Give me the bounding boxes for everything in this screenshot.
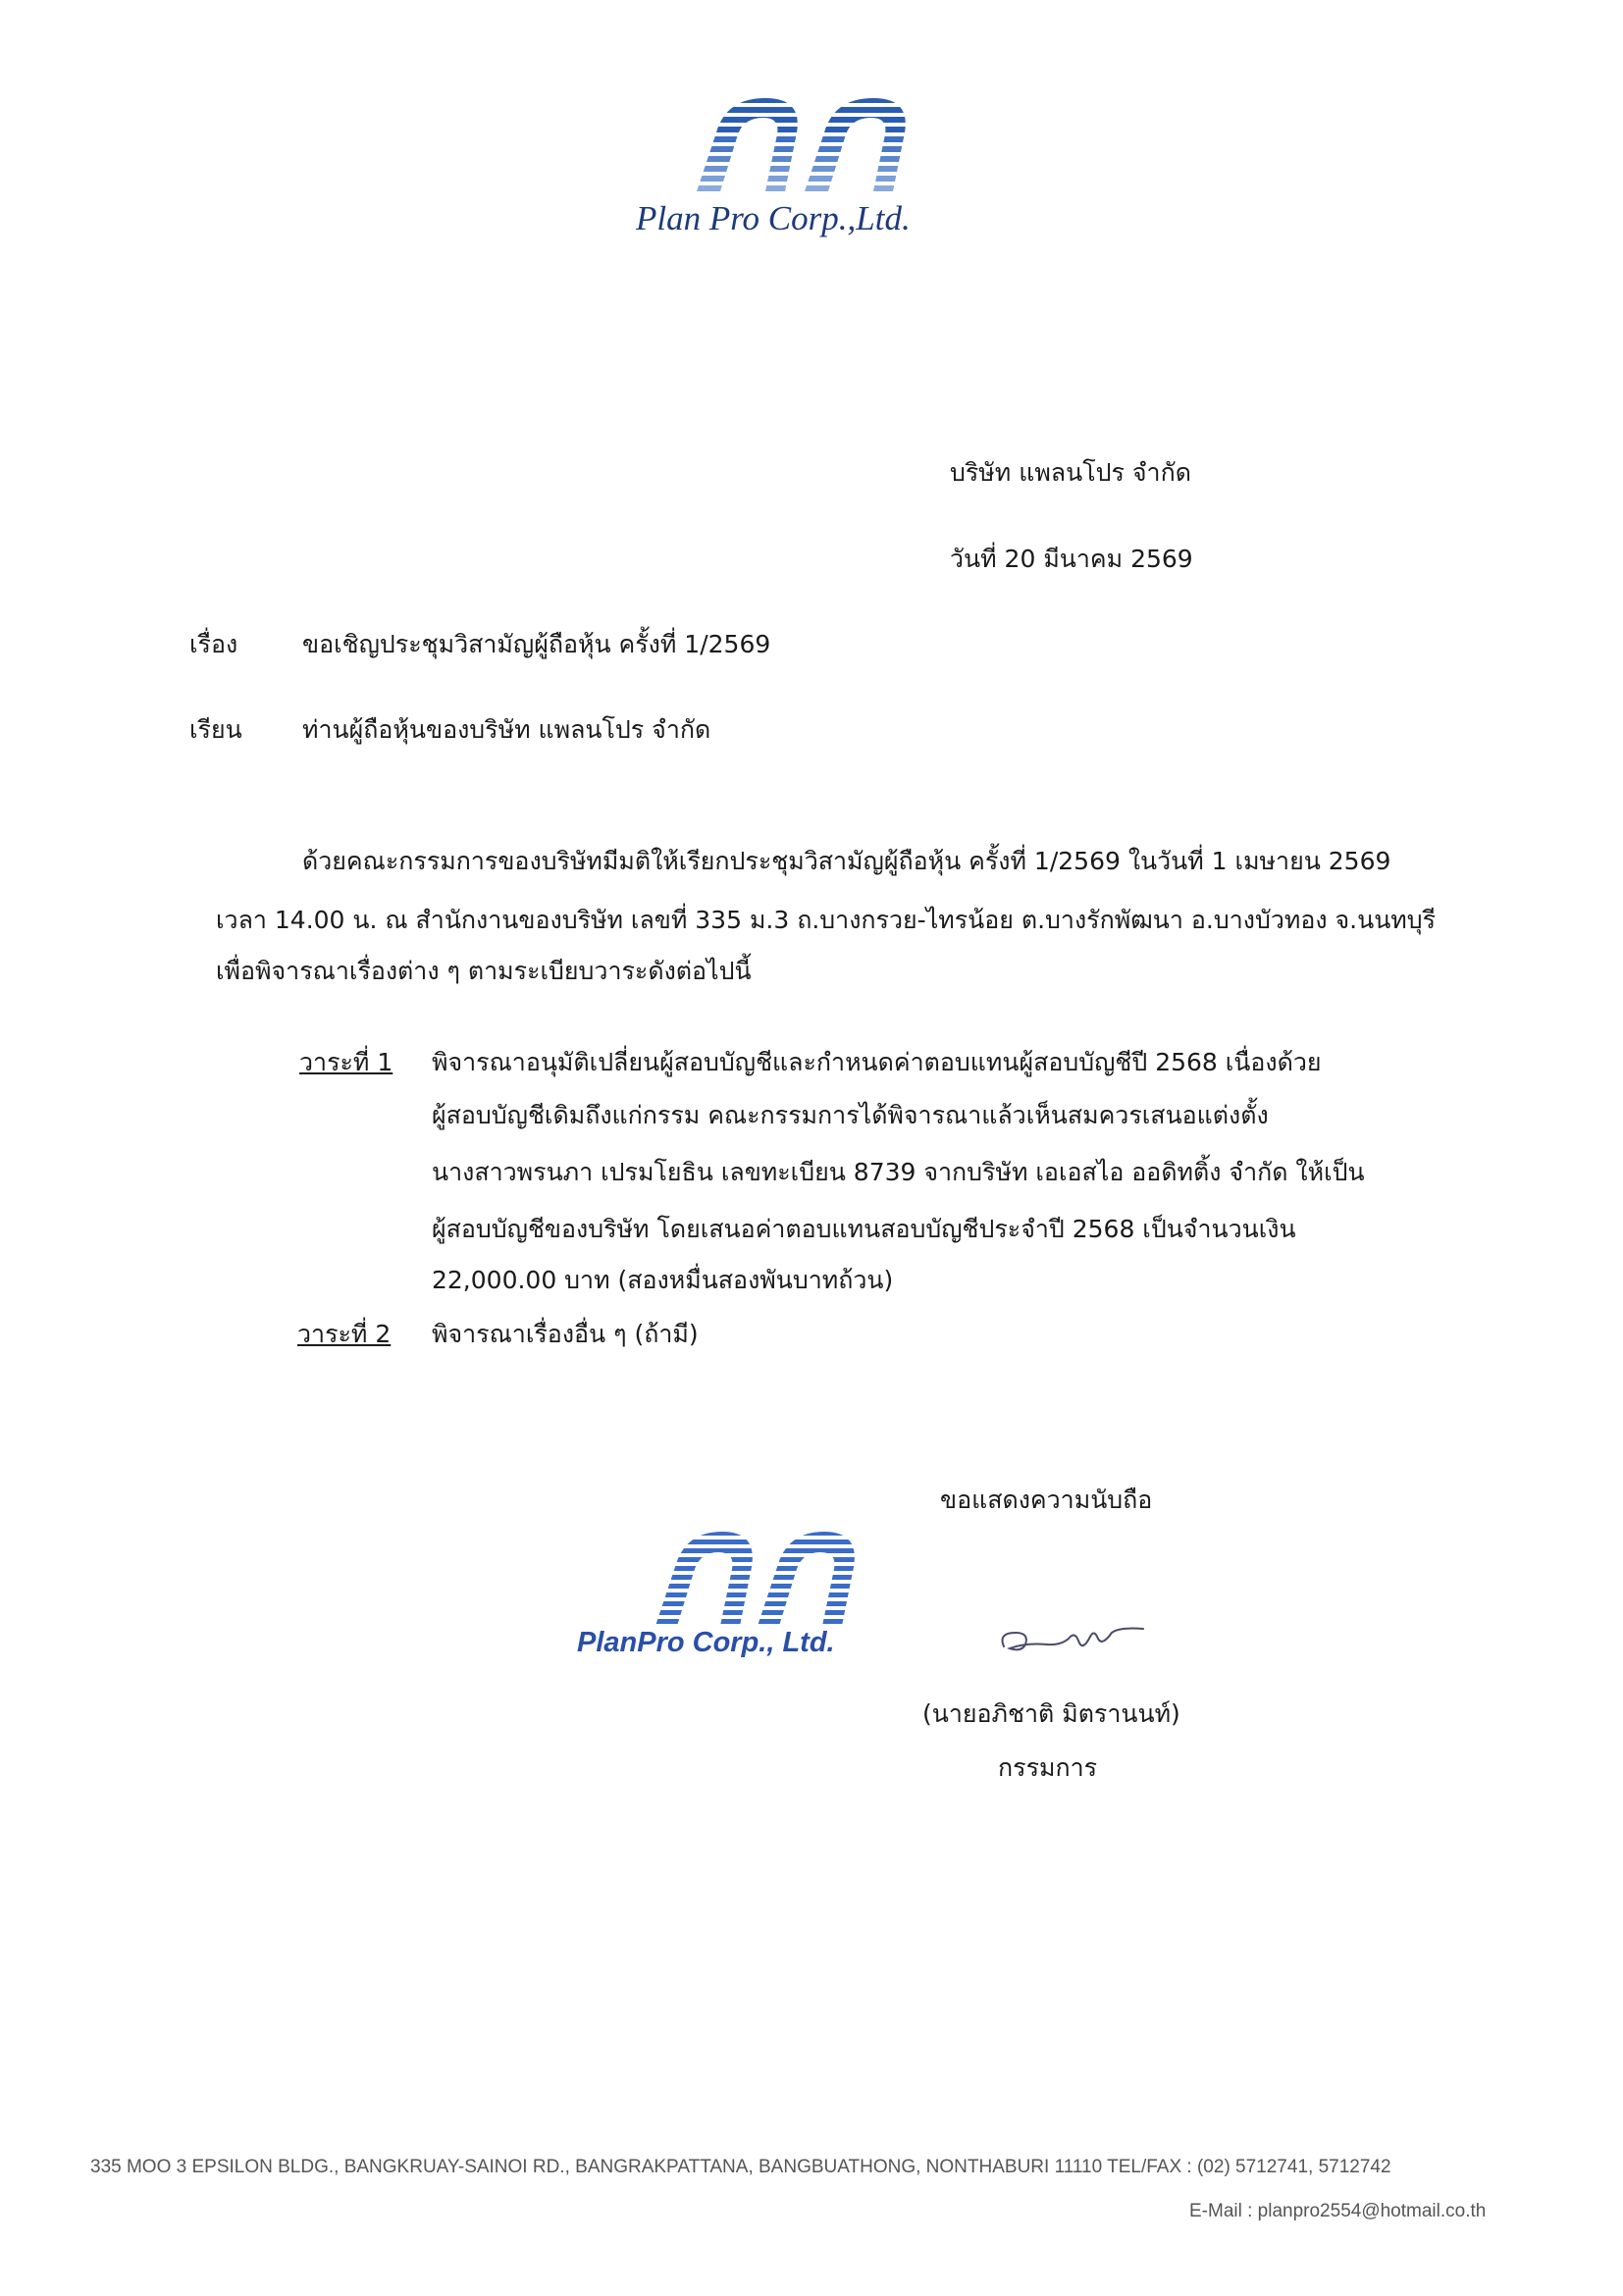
- agenda-line: นางสาวพรนภา เปรมโยธิน เลขทะเบียน 8739 จากบริษัท เอเอสไอ ออดิทติ้ง จำกัด ให้เป็น: [432, 1158, 1365, 1186]
- seal-company-name: PlanPro Corp., Ltd.: [577, 1627, 835, 1658]
- body-line: ด้วยคณะกรรมการของบริษัทมีมติให้เรียกประชุมวิสามัญผู้ถือหุ้น ครั้งที่ 1/2569 ในวันที่ 1 เมษายน 2569: [302, 847, 1391, 875]
- letter-date: วันที่ 20 มีนาคม 2569: [950, 545, 1193, 573]
- agenda-label: วาระที่ 2: [297, 1320, 392, 1348]
- footer-email: E-Mail : planpro2554@hotmail.co.th: [1189, 2201, 1487, 2221]
- recipient-text: ท่านผู้ถือหุ้นของบริษัท แพลนโปร จำกัด: [302, 715, 711, 744]
- sender-company: บริษัท แพลนโปร จำกัด: [950, 458, 1191, 487]
- agenda-line: ผู้สอบบัญชีของบริษัท โดยเสนอค่าตอบแทนสอบบัญชีประจำปี 2568 เป็นจำนวนเงิน: [432, 1215, 1296, 1243]
- closing-regards: ขอแสดงความนับถือ: [940, 1486, 1153, 1514]
- agenda-line: ผู้สอบบัญชีเดิมถึงแก่กรรม คณะกรรมการได้พิจารณาแล้วเห็นสมควรเสนอแต่งตั้ง: [432, 1101, 1269, 1129]
- body-line: เพื่อพิจารณาเรื่องต่าง ๆ ตามระเบียบวาระดังต่อไปนี้: [216, 957, 752, 985]
- subject-text: ขอเชิญประชุมวิสามัญผู้ถือหุ้น ครั้งที่ 1/2569: [302, 630, 771, 658]
- agenda-line: พิจารณาอนุมัติเปลี่ยนผู้สอบบัญชีและกำหนดค่าตอบแทนผู้สอบบัญชีปี 2568 เนื่องด้วย: [432, 1048, 1322, 1076]
- agenda-line: 22,000.00 บาท (สองหมื่นสองพันบาทถ้วน): [432, 1266, 894, 1294]
- signer-title: กรรมการ: [998, 1753, 1098, 1782]
- handwritten-signature-icon: [996, 1619, 1163, 1663]
- recipient-label: เรียน: [189, 715, 242, 744]
- agenda-label: วาระที่ 1: [299, 1048, 393, 1076]
- footer-address: 335 MOO 3 EPSILON BLDG., BANGKRUAY-SAINOI RD., BANGRAKPATTANA, BANGBUATHONG, NONTHABURI 11110 TEL/FAX : (02) 5712741, 5712742: [90, 2157, 1391, 2177]
- letterhead-company-name: Plan Pro Corp.,Ltd.: [636, 199, 911, 237]
- body-line: เวลา 14.00 น. ณ สำนักงานของบริษัท เลขที่ 335 ม.3 ถ.บางกรวย-ไทรน้อย ต.บางรักพัฒนา อ.บางบัวทอง จ.นนทบุรี: [216, 906, 1437, 934]
- signer-name: (นายอภิชาติ มิตรานนท์): [922, 1699, 1180, 1728]
- company-seal-icon: [648, 1526, 859, 1634]
- subject-label: เรื่อง: [189, 630, 238, 658]
- planpro-logo-icon: [687, 93, 913, 201]
- agenda-line: พิจารณาเรื่องอื่น ๆ (ถ้ามี): [432, 1320, 699, 1348]
